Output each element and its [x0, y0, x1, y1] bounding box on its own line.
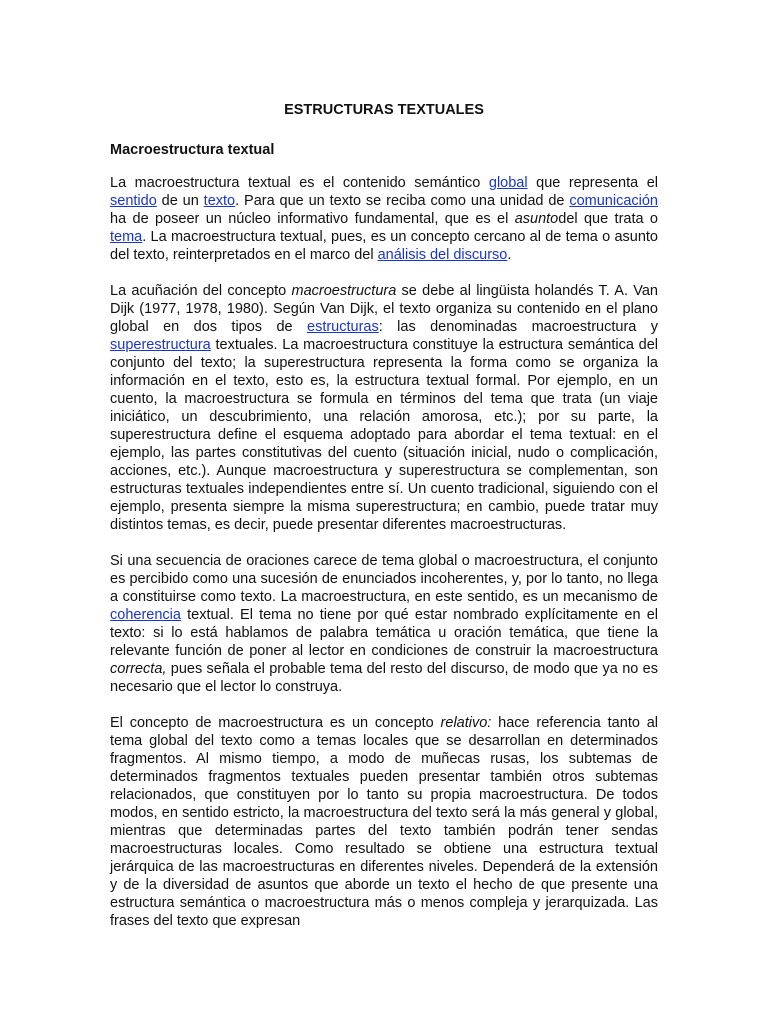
link-analisis-discurso[interactable]: análisis del discurso [377, 247, 508, 263]
text-run: . [507, 247, 512, 263]
text-run: del que trata o [558, 211, 658, 227]
text-run: : las denominadas macroestructura y [378, 319, 658, 335]
text-run: de un [156, 193, 204, 209]
link-texto[interactable]: texto [203, 193, 236, 209]
text-run: se debe al lingüista holandés T. A. Van Dijk (1977, 1978, 1980). Según Van Dijk, el texto organiza su contenido en el plano global en dos tipos de [110, 283, 658, 335]
link-coherencia[interactable]: coherencia [110, 607, 181, 623]
text-run: . Para que un texto se reciba como una unidad de [235, 193, 570, 209]
text-run: El concepto de macroestructura es un concepto [110, 715, 441, 731]
paragraph-4 [110, 714, 658, 930]
link-superestructura[interactable]: superestructura [110, 337, 211, 353]
text-run: La acuñación del concepto [110, 283, 292, 299]
text-run: La macroestructura textual es el contenido semántico [110, 175, 489, 191]
link-estructuras[interactable]: estructuras [307, 319, 379, 335]
paragraph-3 [110, 552, 658, 696]
link-sentido[interactable]: sentido [110, 193, 157, 209]
text-run: . La macroestructura textual, pues, es un concepto cercano al de tema o asunto del texto, reinterpretados en el marco del [110, 229, 658, 263]
text-run: textuales. La macroestructura constituye la estructura semántica del conjunto del texto; la superestructura representa la forma como se organiza la información en el texto, esto es, la estructura textual formal. Por ejemplo, en un cuento, la macroestructura se formula en términos del tema que trata (un viaje iniciático, un descubrimiento, una relación amorosa, etc.); por su parte, la superestructura define el esquema adoptado para abordar el tema textual: en el ejemplo, las partes constitutivas del cuento (situación inicial, nudo o complicación, acciones, etc.). Aunque macroestructura y superestructura se complementan, son estructuras textuales independientes entre sí. Un cuento tradicional, siguiendo con el ejemplo, presenta siempre la misma superestructura; en cambio, puede tratar muy distintos temas, es decir, puede presentar diferentes macroestructuras. [110, 337, 658, 533]
text-run: textual. El tema no tiene por qué estar nombrado explícitamente en el texto: si lo está hablamos de palabra temática u oración temática, que tiene la relevante función de poner al lector en condiciones de construir la macroestructura [110, 607, 658, 659]
link-comunicacion[interactable]: comunicación [569, 193, 659, 209]
text-run: hace referencia tanto al tema global del texto como a temas locales que se desarrollan en determinados fragmentos. Al mismo tiempo, a modo de muñecas rusas, los subtemas de determinados fragmentos textuales pueden presentar también otros subtemas relacionados, que constituyen por lo tanto su propia macroestructura. De todos modos, en sentido estricto, la macroestructura del texto será la más general y global, mientras que determinadas partes del texto también podrán tener sendas macroestructuras locales. Como resultado se obtiene una estructura textual jerárquica de las macroestructuras en diferentes niveles. Dependerá de la extensión y de la diversidad de asuntos que aborde un texto el hecho de que presente una estructura semántica o macroestructura más o menos compleja y jerarquizada. Las frases del texto que expresan [110, 715, 658, 929]
italic-run: macroestructura [291, 283, 397, 299]
italic-run: asunto [514, 211, 559, 227]
link-global[interactable]: global [488, 175, 528, 191]
text-run: que representa el [527, 175, 658, 191]
text-run: ha de poseer un núcleo informativo fundamental, que es el [110, 211, 515, 227]
italic-run: relativo: [440, 715, 492, 731]
paragraph-2 [110, 282, 658, 534]
section-heading: Macroestructura textual [110, 142, 275, 158]
link-tema[interactable]: tema [110, 229, 143, 245]
document-title: ESTRUCTURAS TEXTUALES [284, 102, 484, 118]
text-run: pues señala el probable tema del resto del discurso, de modo que ya no es necesario que el lector lo construya. [110, 661, 658, 695]
paragraph-1 [110, 174, 658, 264]
italic-run: correcta, [110, 661, 167, 677]
text-run: Si una secuencia de oraciones carece de tema global o macroestructura, el conjunto es percibido como una sucesión de enunciados incoherentes, y, por lo tanto, no llega a constituirse como texto. La macroestructura, en este sentido, es un mecanismo de [110, 553, 658, 605]
